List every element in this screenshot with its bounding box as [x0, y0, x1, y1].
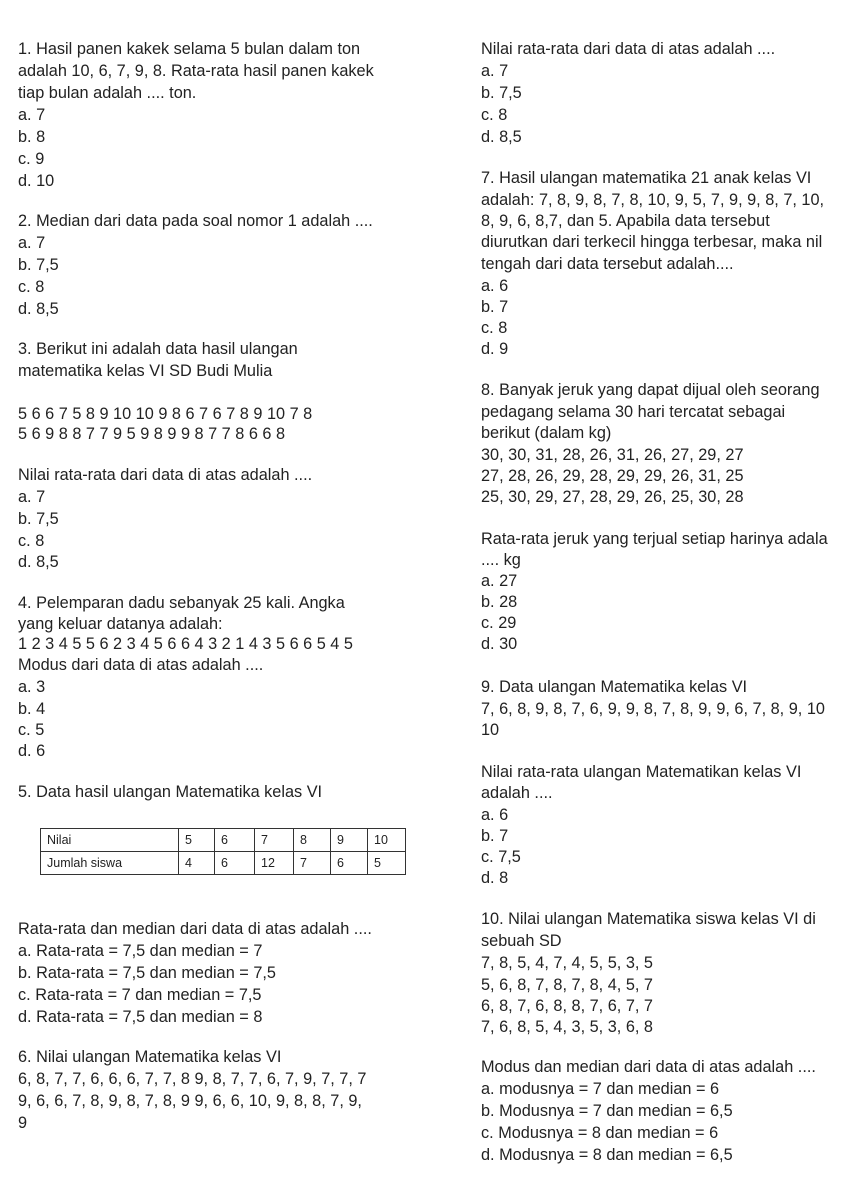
q2-option: d. 8,5 — [18, 300, 59, 318]
q6-data-line: 9, 6, 6, 7, 8, 9, 8, 7, 8, 9 9, 6, 6, 10, 9, 8, 8, 7, 9, — [18, 1092, 362, 1110]
table-row — [41, 829, 406, 852]
q8-text-line: 8. Banyak jeruk yang dapat dijual oleh seorang — [481, 381, 820, 399]
q3-text-line: 3. Berikut ini adalah data hasil ulangan — [18, 340, 298, 358]
q7-text-line: 7. Hasil ulangan matematika 21 anak kelas VI — [481, 169, 812, 187]
q6-option: c. 8 — [481, 106, 508, 124]
q5-option: b. Rata-rata = 7,5 dan median = 7,5 — [18, 964, 276, 982]
q6-option: a. 7 — [481, 62, 509, 80]
q7-option: d. 9 — [481, 340, 509, 358]
q1-text-line: 1. Hasil panen kakek selama 5 bulan dalam ton — [18, 40, 361, 58]
q6-option: b. 7,5 — [481, 84, 522, 102]
q6-text-line: 6. Nilai ulangan Matematika kelas VI — [18, 1048, 282, 1066]
q3-option: b. 7,5 — [18, 510, 59, 528]
q1-option: d. 10 — [18, 172, 55, 190]
q8-text-line: pedagang selama 30 hari tercatat sebagai — [481, 403, 786, 421]
table-cell: 12 — [255, 852, 294, 875]
q4-option: b. 4 — [18, 700, 46, 718]
table-cell: 6 — [215, 852, 255, 875]
table-cell: 4 — [179, 852, 215, 875]
table-cell: 10 — [368, 829, 406, 852]
q8-option: b. 28 — [481, 593, 518, 611]
q4-text-line: 4. Pelemparan dadu sebanyak 25 kali. Angka — [18, 594, 345, 612]
q10-text-line: 10. Nilai ulangan Matematika siswa kelas VI di — [481, 910, 816, 928]
q10-data-line: 6, 8, 7, 6, 8, 8, 7, 6, 7, 7 — [481, 997, 653, 1015]
q8-question: .... kg — [481, 551, 521, 569]
q3-option: c. 8 — [18, 532, 45, 550]
q8-question: Rata-rata jeruk yang terjual setiap harinya adala — [481, 530, 828, 548]
q9-question: adalah .... — [481, 784, 553, 802]
q3-option: a. 7 — [18, 488, 46, 506]
q8-option: a. 27 — [481, 572, 518, 590]
q5-data-table — [40, 828, 406, 875]
q9-question: Nilai rata-rata ulangan Matematikan kelas VI — [481, 763, 802, 781]
q10-text-line: sebuah SD — [481, 932, 562, 950]
table-cell: 5 — [368, 852, 406, 875]
q10-data-line: 7, 8, 5, 4, 7, 4, 5, 5, 3, 5 — [481, 954, 653, 972]
q9-data-line: 10 — [481, 721, 500, 739]
q10-option: b. Modusnya = 7 dan median = 6,5 — [481, 1102, 733, 1120]
q3-text-line: matematika kelas VI SD Budi Mulia — [18, 362, 273, 380]
q9-text-line: 9. Data ulangan Matematika kelas VI — [481, 678, 748, 696]
table-cell: 6 — [215, 829, 255, 852]
q9-data-line: 7, 6, 8, 9, 8, 7, 6, 9, 9, 8, 7, 8, 9, 9, 6, 7, 8, 9, 10 — [481, 700, 825, 718]
q9-option: b. 7 — [481, 827, 509, 845]
q8-option: c. 29 — [481, 614, 517, 632]
q5-option: c. Rata-rata = 7 dan median = 7,5 — [18, 986, 262, 1004]
q10-option: a. modusnya = 7 dan median = 6 — [481, 1080, 720, 1098]
q10-option: c. Modusnya = 8 dan median = 6 — [481, 1124, 719, 1142]
q4-option: d. 6 — [18, 742, 46, 760]
q3-data-line: 5 6 9 8 8 7 7 9 5 9 8 9 9 8 7 7 8 6 6 8 — [18, 425, 286, 443]
q8-option: d. 30 — [481, 635, 518, 653]
q4-option: c. 5 — [18, 721, 45, 739]
q2-option: a. 7 — [18, 234, 46, 252]
table-cell: 5 — [179, 829, 215, 852]
table-cell: Nilai — [41, 829, 179, 852]
q1-option: a. 7 — [18, 106, 46, 124]
q8-data-line: 25, 30, 29, 27, 28, 29, 26, 25, 30, 28 — [481, 488, 744, 506]
q8-text-line: berikut (dalam kg) — [481, 424, 612, 442]
q1-option: b. 8 — [18, 128, 46, 146]
table-cell: 6 — [331, 852, 368, 875]
q6-option: d. 8,5 — [481, 128, 522, 146]
q5-text-line: 5. Data hasil ulangan Matematika kelas VI — [18, 783, 323, 801]
q6-data-line: 6, 8, 7, 7, 6, 6, 6, 7, 7, 8 9, 8, 7, 7, 6, 7, 9, 7, 7, 7 — [18, 1070, 367, 1088]
q4-data-line: 1 2 3 4 5 5 6 2 3 4 5 6 6 4 3 2 1 4 3 5 6 6 5 4 5 — [18, 635, 353, 653]
q8-data-line: 30, 30, 31, 28, 26, 31, 26, 27, 29, 27 — [481, 446, 744, 464]
q1-option: c. 9 — [18, 150, 45, 168]
q7-text-line: adalah: 7, 8, 9, 8, 7, 8, 10, 9, 5, 7, 9, 9, 8, 7, 10, — [481, 191, 825, 209]
q10-question: Modus dan median dari data di atas adalah .... — [481, 1058, 816, 1076]
q7-text-line: 8, 9, 6, 8,7, dan 5. Apabila data tersebut — [481, 212, 770, 230]
q6-data-line: 9 — [18, 1114, 28, 1132]
q5-option: a. Rata-rata = 7,5 dan median = 7 — [18, 942, 263, 960]
q4-text-line: Modus dari data di atas adalah .... — [18, 656, 264, 674]
table-cell: Jumlah siswa — [41, 852, 179, 875]
q7-option: c. 8 — [481, 319, 508, 337]
q8-data-line: 27, 28, 26, 29, 28, 29, 29, 26, 31, 25 — [481, 467, 744, 485]
table-cell: 7 — [255, 829, 294, 852]
table-cell: 7 — [294, 852, 331, 875]
q3-question: Nilai rata-rata dari data di atas adalah .... — [18, 466, 313, 484]
q3-data-line: 5 6 6 7 5 8 9 10 10 9 8 6 7 6 7 8 9 10 7 8 — [18, 405, 313, 423]
q4-option: a. 3 — [18, 678, 46, 696]
q2-text-line: 2. Median dari data pada soal nomor 1 adalah .... — [18, 212, 373, 230]
q2-option: c. 8 — [18, 278, 45, 296]
q9-option: c. 7,5 — [481, 848, 521, 866]
q7-option: a. 6 — [481, 277, 509, 295]
q5-question: Rata-rata dan median dari data di atas adalah .... — [18, 920, 372, 938]
q4-text-line: yang keluar datanya adalah: — [18, 615, 223, 633]
q7-text-line: diurutkan dari terkecil hingga terbesar, maka nil — [481, 233, 823, 251]
q9-option: d. 8 — [481, 869, 509, 887]
q3-option: d. 8,5 — [18, 553, 59, 571]
q2-option: b. 7,5 — [18, 256, 59, 274]
q1-text-line: tiap bulan adalah .... ton. — [18, 84, 197, 102]
q1-text-line: adalah 10, 6, 7, 9, 8. Rata-rata hasil panen kakek — [18, 62, 374, 80]
table-row — [41, 852, 406, 875]
q5-option: d. Rata-rata = 7,5 dan median = 8 — [18, 1008, 263, 1026]
q10-data-line: 7, 6, 8, 5, 4, 3, 5, 3, 6, 8 — [481, 1018, 653, 1036]
table-cell: 8 — [294, 829, 331, 852]
q7-text-line: tengah dari data tersebut adalah.... — [481, 255, 734, 273]
q7-option: b. 7 — [481, 298, 509, 316]
q10-data-line: 5, 6, 8, 7, 8, 7, 8, 4, 5, 7 — [481, 976, 653, 994]
table-cell: 9 — [331, 829, 368, 852]
q6-question: Nilai rata-rata dari data di atas adalah .... — [481, 40, 776, 58]
q10-option: d. Modusnya = 8 dan median = 6,5 — [481, 1146, 733, 1164]
q9-option: a. 6 — [481, 806, 509, 824]
